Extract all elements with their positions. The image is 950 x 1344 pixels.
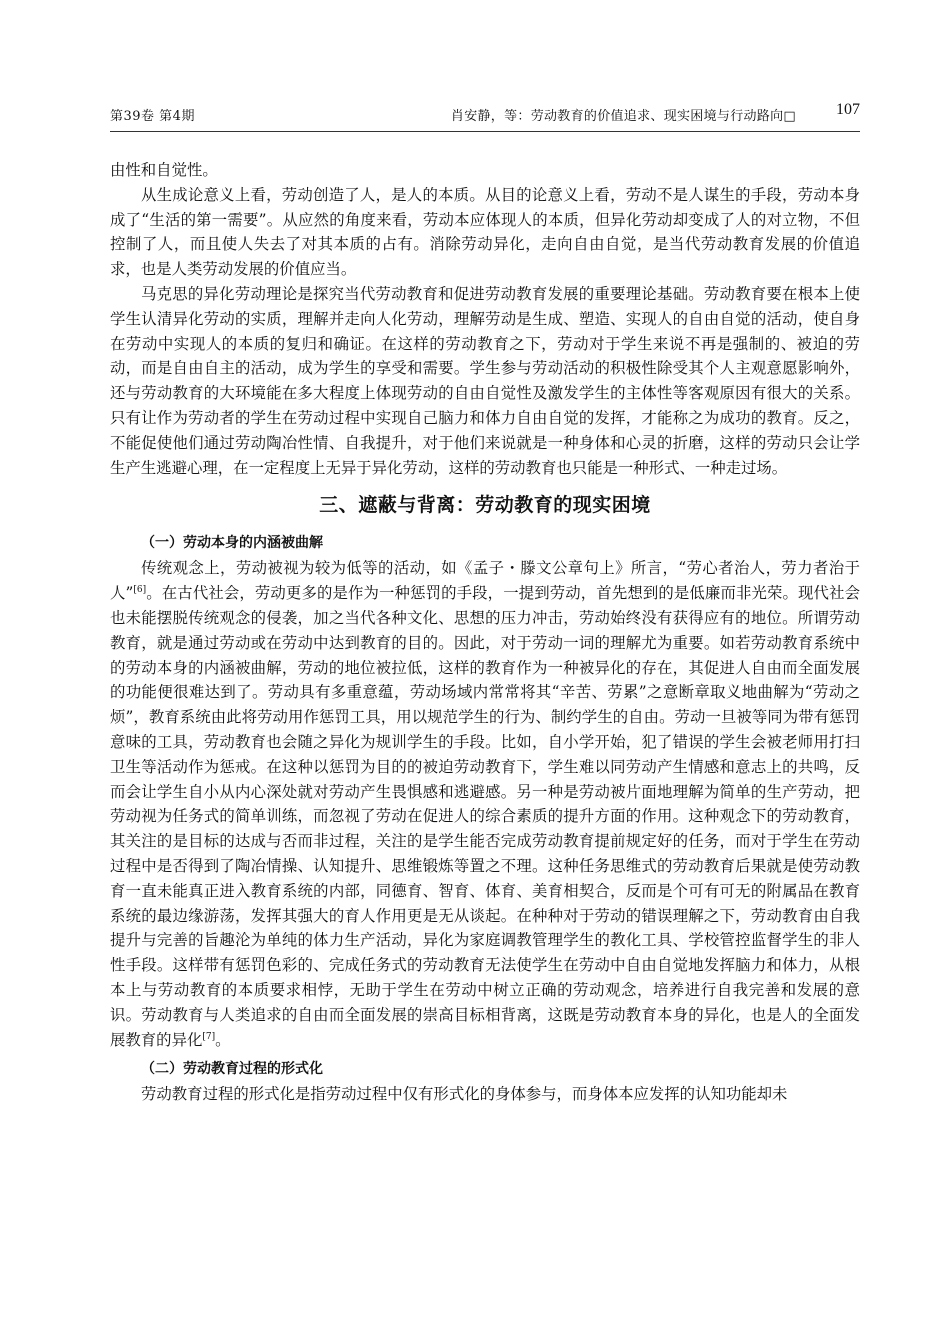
paragraph-continuation: 由性和自觉性。 xyxy=(110,161,218,179)
citation-ref: [6] xyxy=(133,585,147,596)
running-title: 肖安静，等：劳动教育的价值追求、现实困境与行动路向□ xyxy=(450,109,796,124)
page-number: 107 xyxy=(836,101,860,118)
paragraph-text: 。 xyxy=(215,1030,231,1049)
section-heading: 三、遮蔽与背离：劳动教育的现实困境 xyxy=(319,494,651,517)
paragraph-text: 。在古代社会，劳动更多的是作为一种惩罚的手段，一提到劳动，首先想到的是低廉而非光荣。现代社会也未能摆脱传统观念的侵袭，加之当代各种文化、思想的压力冲击，劳动始终没有获得应有的地位。所谓劳动教育，就是通过劳动或在劳动中达到教育的目的。因此，对于劳动一词的理解尤为重要。如若劳动教育系统中的劳动本身的内涵被曲解，劳动的地位被拉低，这样的教育作为一种被异化的存在，其促进人自由而全面发展的功能便很难达到了。劳动具有多重意蕴，劳动场域内常常将其“辛苦、劳累”之意断章取义地曲解为“劳动之烦”，教育系统由此将劳动用作惩罚工具，用以规范学生的行为、制约学生的自由。劳动一旦被等同为带有惩罚意味的工具，劳动教育也会随之异化为规训学生的手段。比如，自小学开始，犯了错误的学生会被老师用打扫卫生等活动作为惩戒。在这种以惩罚为目的的被迫劳动教育下，学生难以同劳动产生情感和意志上的共鸣，反而会让学生自小从内心深处就对劳动产生畏惧感和逃避感。另一种是劳动被片面地理解为简单的生产劳动，把劳动视为任务式的简单训练，而忽视了劳动在促进人的综合素质的提升方面的作用。这种观念下的劳动教育，其关注的是目标的达成与否而非过程，关注的是学生能否完成劳动教育提前规定好的任务，而对于学生在劳动过程中是否得到了陶冶情操、认知提升、思维锻炼等置之不理。这种任务思维式的劳动教育后果就是使劳动教育一直未能真正进入教育系统的内部，同德育、智育、体育、美育相契合，反而是个可有可无的附属品在教育系统的最边缘游荡，发挥其强大的育人作用更是无从谈起。在种种对于劳动的错误理解之下，劳动教育由自我提升与完善的旨趣沦为单纯的体力生产活动，异化为家庭调教管理学生的教化工具、学校管控监督学生的非人性手段。这样带有惩罚色彩的、完成任务式的劳动教育无法使学生在劳动中自由自觉地发挥脑力和体力，从根本上与劳动教育的本质要求相悖，无助于学生在劳动中树立正确的劳动观念，培养进行自我完善和发展的意识。劳动教育与人类追求的自由而全面发展的崇高目标相背离，这既是劳动教育本身的异化，也是人的全面发展教育的异化 xyxy=(110,584,860,1049)
article-body xyxy=(110,158,860,1107)
paragraph xyxy=(110,556,860,1052)
volume-issue: 第39卷 第4期 xyxy=(110,109,195,124)
subsection-heading: （二）劳动教育过程的形式化 xyxy=(141,1061,323,1078)
citation-ref: [7] xyxy=(202,1031,216,1042)
paragraph: 从生成论意义上看，劳动创造了人，是人的本质。从目的论意义上看，劳动不是人谋生的手段，劳动本身成了“生活的第一需要”。从应然的角度来看，劳动本应体现人的本质，但异化劳动却变成了人的对立物，不但控制了人，而且使人失去了对其本质的占有。消除劳动异化，走向自由自觉，是当代劳动教育发展的价值追求，也是人类劳动发展的价值应当。 xyxy=(110,185,860,279)
paragraph-text: 传统观念上，劳动被视为较为低等的活动，如《孟子・滕文公章句上》所言，“劳心者治人，劳力者治于人” xyxy=(110,559,860,603)
paragraph: 劳动教育过程的形式化是指劳动过程中仅有形式化的身体参与，而身体本应发挥的认知功能却未 xyxy=(141,1085,788,1104)
running-header xyxy=(110,101,860,131)
header-rule xyxy=(110,131,860,132)
subsection-heading: （一）劳动本身的内涵被曲解 xyxy=(141,535,323,552)
paragraph: 马克思的异化劳动理论是探究当代劳动教育和促进劳动教育发展的重要理论基础。劳动教育要在根本上使学生认清异化劳动的实质，理解并走向人化劳动，理解劳动是生成、塑造、实现人的自由自觉的活动，使自身在劳动中实现人的本质的复归和确证。在这样的劳动教育之下，劳动对于学生来说不再是强制的、被迫的劳动，而是自由自主的活动，成为学生的享受和需要。学生参与劳动活动的积极性除受其个人主观意愿影响外，还与劳动教育的大环境能在多大程度上体现劳动的自由自觉性及激发学生的主体性等客观原因有很大的关系。只有让作为劳动者的学生在劳动过程中实现自己脑力和体力自由自觉的发挥，才能称之为成功的教育。反之，不能促使他们通过劳动陶冶性情、自我提升，对于他们来说就是一种身体和心灵的折磨，这样的劳动只会让学生产生逃避心理，在一定程度上无异于异化劳动，这样的劳动教育也只能是一种形式、一种走过场。 xyxy=(110,284,860,477)
